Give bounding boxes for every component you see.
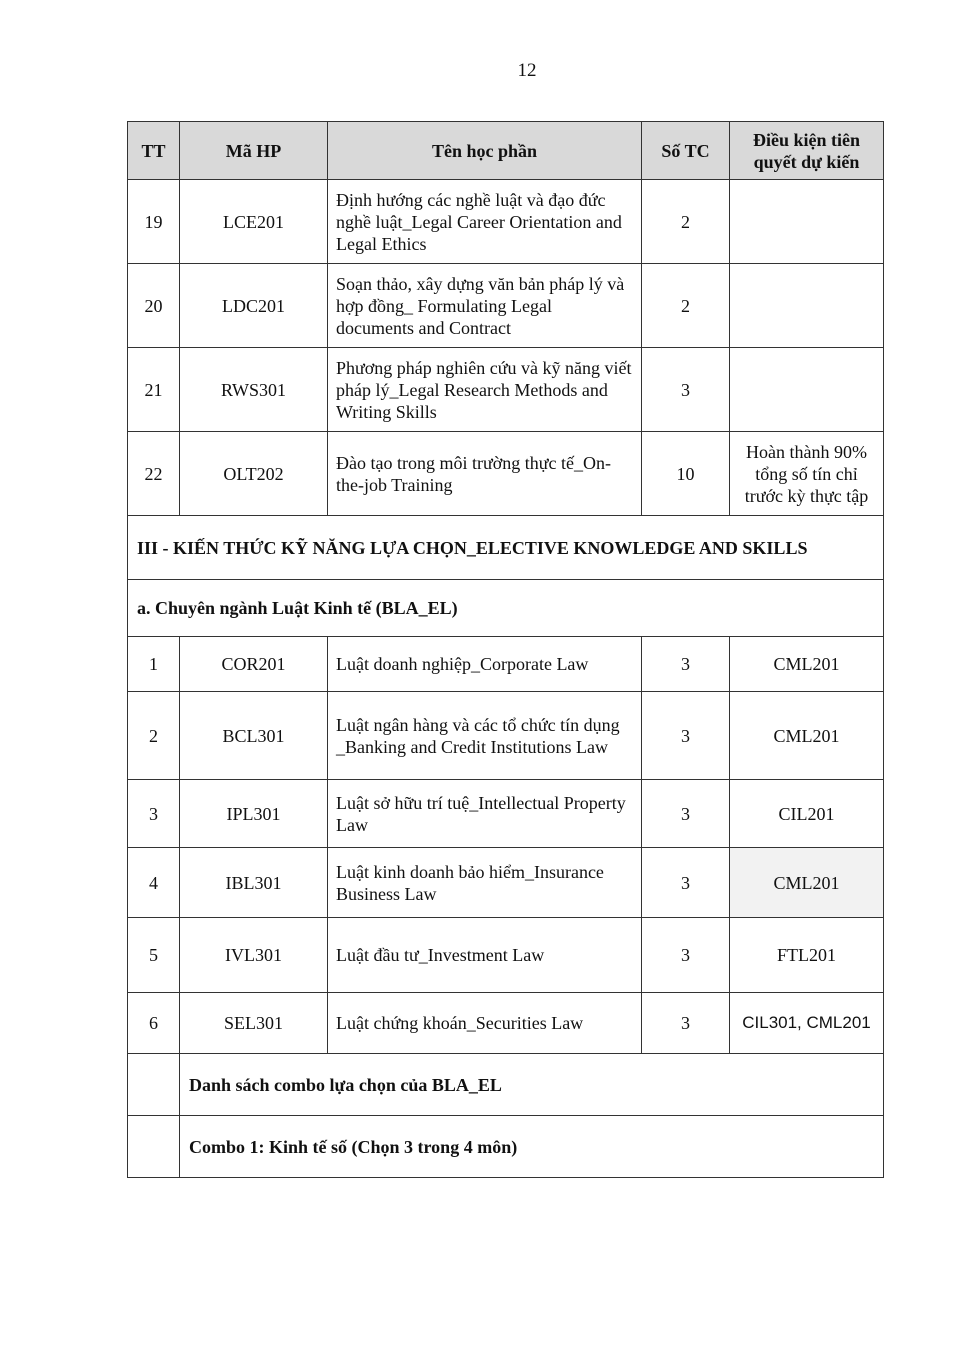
subsection-row	[128, 580, 884, 637]
header-prerequisite: Điều kiện tiên quyết dự kiến	[730, 122, 884, 180]
cell-prerequisite: CIL301, CML201	[730, 993, 884, 1054]
cell-tt: 3	[128, 780, 180, 848]
cell-prerequisite: FTL201	[730, 918, 884, 993]
cell-tt: 20	[128, 264, 180, 348]
combo-empty-cell	[128, 1054, 180, 1116]
cell-credits: 3	[642, 848, 730, 918]
table-row	[128, 780, 884, 848]
cell-code: LDC201	[180, 264, 328, 348]
cell-code: COR201	[180, 637, 328, 692]
cell-prerequisite: CML201	[730, 692, 884, 780]
cell-credits: 3	[642, 637, 730, 692]
cell-code: SEL301	[180, 993, 328, 1054]
cell-code: IPL301	[180, 780, 328, 848]
cell-prerequisite: Hoàn thành 90% tổng số tín chỉ trước kỳ thực tập	[730, 432, 884, 516]
table-row	[128, 264, 884, 348]
cell-code: IBL301	[180, 848, 328, 918]
cell-credits: 3	[642, 692, 730, 780]
cell-code: IVL301	[180, 918, 328, 993]
cell-name: Luật kinh doanh bảo hiểm_Insurance Business Law	[328, 848, 642, 918]
cell-tt: 19	[128, 180, 180, 264]
cell-credits: 3	[642, 780, 730, 848]
combo-row	[128, 1054, 884, 1116]
cell-code: RWS301	[180, 348, 328, 432]
cell-name: Phương pháp nghiên cứu và kỹ năng viết pháp lý_Legal Research Methods and Writing Skills	[328, 348, 642, 432]
cell-credits: 2	[642, 180, 730, 264]
cell-code: BCL301	[180, 692, 328, 780]
section-row	[128, 516, 884, 580]
table-row	[128, 348, 884, 432]
cell-credits: 3	[642, 993, 730, 1054]
cell-prerequisite	[730, 348, 884, 432]
cell-name: Luật doanh nghiệp_Corporate Law	[328, 637, 642, 692]
cell-name: Luật đầu tư_Investment Law	[328, 918, 642, 993]
header-name: Tên học phần	[328, 122, 642, 180]
cell-tt: 4	[128, 848, 180, 918]
cell-prerequisite	[730, 264, 884, 348]
cell-name: Định hướng các nghề luật và đạo đức nghề luật_Legal Career Orientation and Legal Ethics	[328, 180, 642, 264]
cell-code: LCE201	[180, 180, 328, 264]
table-row	[128, 918, 884, 993]
cell-credits: 10	[642, 432, 730, 516]
curriculum-table	[127, 121, 884, 1178]
cell-credits: 2	[642, 264, 730, 348]
cell-prerequisite: CML201	[730, 637, 884, 692]
cell-tt: 6	[128, 993, 180, 1054]
cell-name: Đào tạo trong môi trường thực tế_On-the-job Training	[328, 432, 642, 516]
cell-code: OLT202	[180, 432, 328, 516]
table-row	[128, 432, 884, 516]
cell-prerequisite: CML201	[730, 848, 884, 918]
combo-1-title: Combo 1: Kinh tế số (Chọn 3 trong 4 môn)	[180, 1116, 884, 1178]
cell-tt: 1	[128, 637, 180, 692]
table-row	[128, 848, 884, 918]
cell-tt: 2	[128, 692, 180, 780]
cell-credits: 3	[642, 918, 730, 993]
cell-name: Luật sở hữu trí tuệ_Intellectual Property Law	[328, 780, 642, 848]
cell-prerequisite: CIL201	[730, 780, 884, 848]
section-title: III - KIẾN THỨC KỸ NĂNG LỰA CHỌN_ELECTIVE KNOWLEDGE AND SKILLS	[128, 516, 884, 580]
cell-name: Luật ngân hàng và các tổ chức tín dụng _Banking and Credit Institutions Law	[328, 692, 642, 780]
cell-tt: 22	[128, 432, 180, 516]
combo-list-title: Danh sách combo lựa chọn của BLA_EL	[180, 1054, 884, 1116]
header-tt: TT	[128, 122, 180, 180]
cell-name: Soạn thảo, xây dựng văn bản pháp lý và hợp đồng_ Formulating Legal documents and Contract	[328, 264, 642, 348]
table-header-row	[128, 122, 884, 180]
cell-tt: 21	[128, 348, 180, 432]
table-row	[128, 692, 884, 780]
cell-name: Luật chứng khoán_Securities Law	[328, 993, 642, 1054]
cell-prerequisite	[730, 180, 884, 264]
cell-tt: 5	[128, 918, 180, 993]
subsection-title: a. Chuyên ngành Luật Kinh tế (BLA_EL)	[128, 580, 884, 637]
table-row	[128, 993, 884, 1054]
table-row	[128, 180, 884, 264]
header-credits: Số TC	[642, 122, 730, 180]
header-code: Mã HP	[180, 122, 328, 180]
table-row	[128, 637, 884, 692]
combo-row	[128, 1116, 884, 1178]
cell-credits: 3	[642, 348, 730, 432]
page-number: 12	[517, 60, 537, 81]
combo-empty-cell	[128, 1116, 180, 1178]
